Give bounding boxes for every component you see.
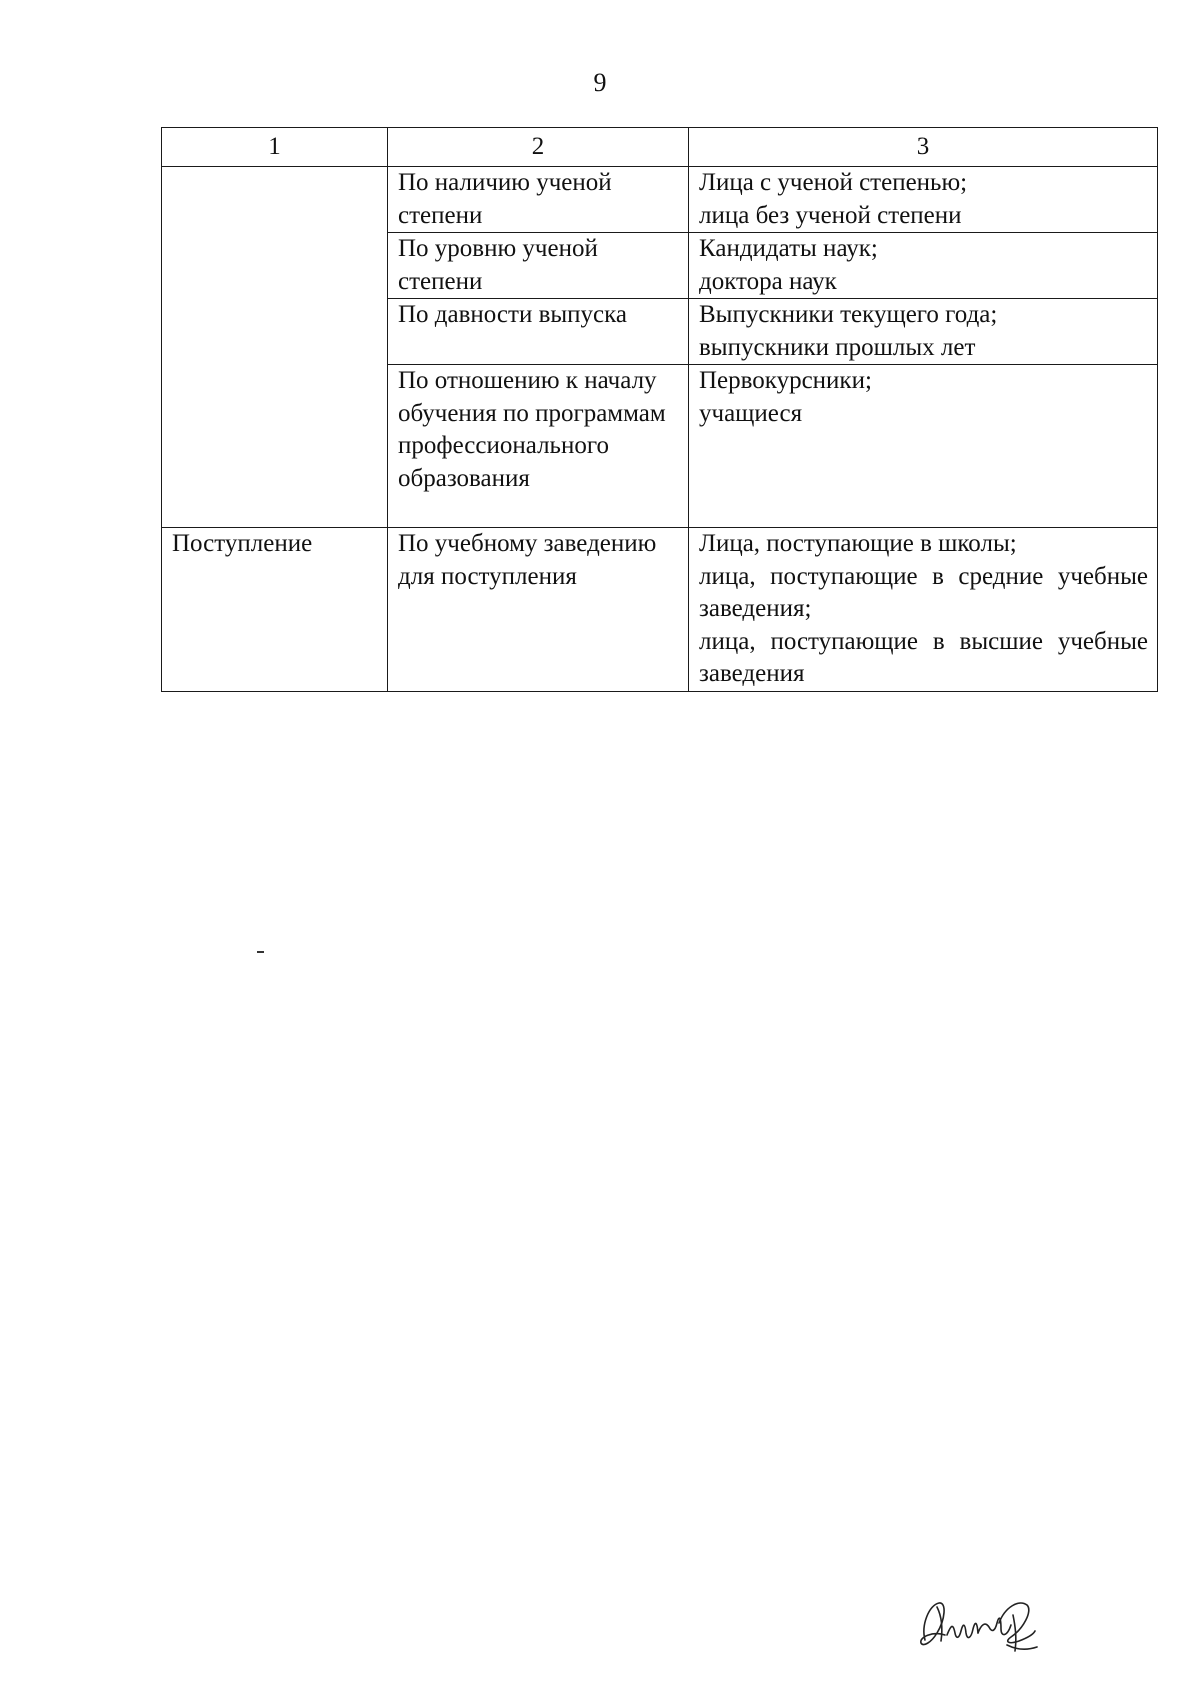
classification-table (161, 127, 1158, 692)
categories-cell (689, 233, 1158, 299)
criterion-cell: По уровню ученой степени (388, 233, 689, 299)
table-row (162, 528, 1158, 692)
categories-cell (689, 365, 1158, 528)
category-item: доктора наук (699, 267, 837, 295)
page-number: 9 (593, 68, 607, 97)
category-item: Выпускники текущего года; (699, 301, 998, 328)
category-item: лица, поступающие в средние учебные заведения; (699, 562, 1148, 622)
column-header: 3 (689, 128, 1158, 167)
signature-icon (915, 1585, 1045, 1660)
column-header: 2 (388, 128, 689, 167)
category-item: Лица с ученой степенью; (699, 169, 968, 196)
group-cell: Поступление (162, 528, 388, 692)
table-row (162, 167, 1158, 233)
categories-cell (689, 299, 1158, 365)
categories-cell (689, 528, 1158, 692)
category-item: лица, поступающие в высшие учебные заведения (699, 627, 1148, 687)
criterion-cell: По давности выпуска (388, 299, 689, 365)
category-item: выпускники прошлых лет (699, 333, 976, 361)
criterion-cell: По отношению к началу обучения по программам профессионального образования (388, 365, 689, 528)
category-item: Первокурсники; (699, 367, 872, 394)
scan-mark (257, 951, 264, 953)
categories-cell (689, 167, 1158, 233)
criterion-cell: По учебному заведению для поступления (388, 528, 689, 692)
category-item: учащиеся (699, 399, 803, 427)
group-cell (162, 167, 388, 528)
category-item: лица без ученой степени (699, 201, 962, 229)
criterion-cell: По наличию ученой степени (388, 167, 689, 233)
category-item: Кандидаты наук; (699, 235, 878, 262)
table-header-row (162, 128, 1158, 167)
column-header: 1 (162, 128, 388, 167)
category-item: Лица, поступающие в школы; (699, 530, 1017, 557)
